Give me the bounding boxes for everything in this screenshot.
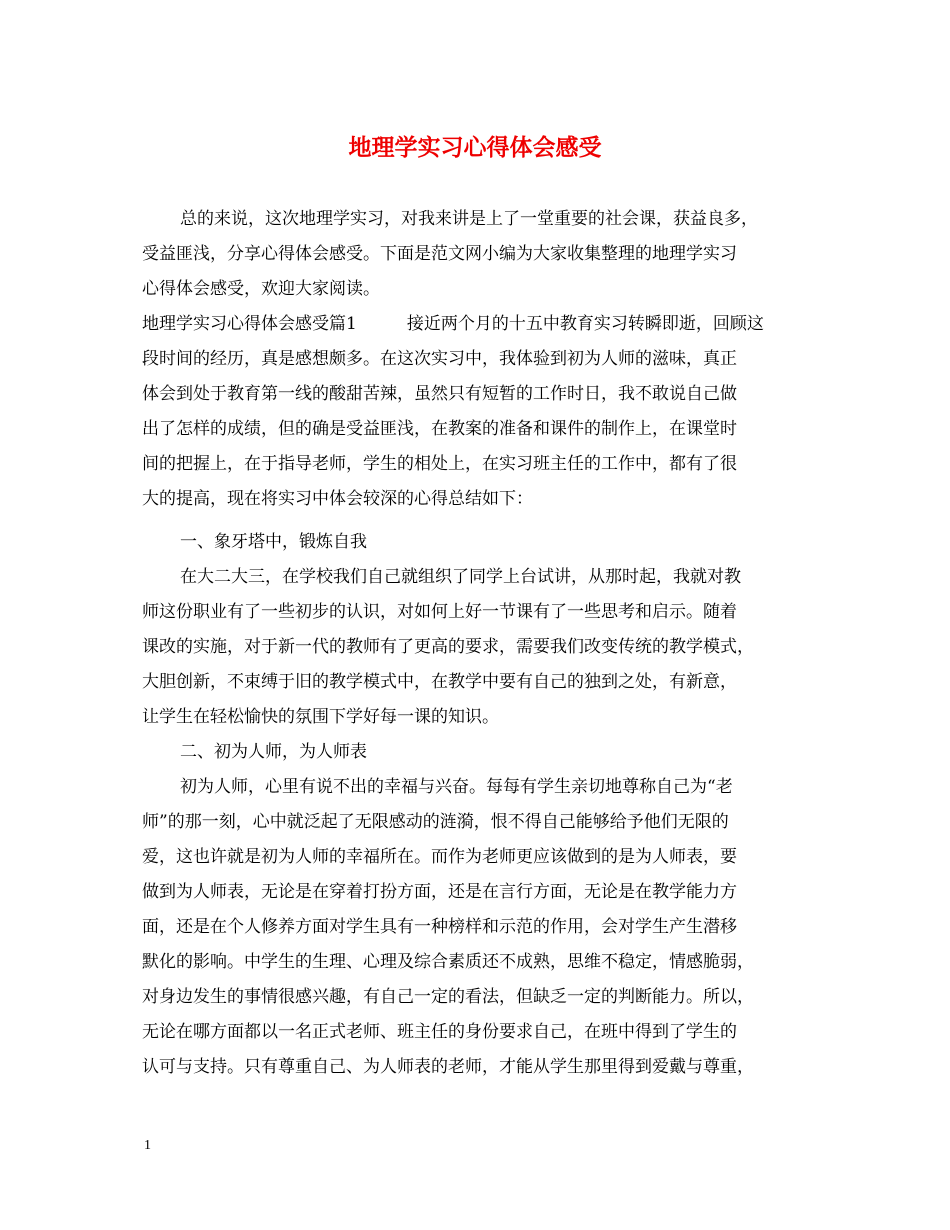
paragraph-line: 面，还是在个人修养方面对学生具有一种榜样和示范的作用，会对学生产生潜移 [142,917,737,937]
section-heading: 地理学实习心得体会感受篇1 [142,314,357,334]
paragraph-line: 总的来说，这次地理学实习，对我来讲是上了一堂重要的社会课，获益良多， [180,209,758,229]
paragraph-line: 出了怎样的成绩，但的确是受益匪浅，在教案的准备和课件的制作上，在课堂时 [142,419,737,439]
paragraph-line: 做到为人师表，无论是在穿着打扮方面，还是在言行方面，无论是在教学能力方 [142,882,737,902]
document-title: 地理学实习心得体会感受 [348,135,602,161]
paragraph-line: 爱，这也许就是初为人师的幸福所在。而作为老师更应该做到的是为人师表，要 [142,847,737,867]
paragraph-line: 师这份职业有了一些初步的认识，对如何上好一节课有了一些思考和启示。随着 [142,602,737,622]
paragraph-line: 大的提高，现在将实习中体会较深的心得总结如下： [142,489,533,509]
section-heading: 二、初为人师，为人师表 [180,742,367,762]
paragraph-line: 无论在哪方面都以一名正式老师、班主任的身份要求自己，在班中得到了学生的 [142,1022,737,1042]
paragraph-line: 受益匪浅，分享心得体会感受。下面是范文网小编为大家收集整理的地理学实习 [142,244,737,264]
paragraph-line: 对身边发生的事情很感兴趣，有自己一定的看法，但缺乏一定的判断能力。所以， [142,987,754,1007]
paragraph-line: 在大二大三，在学校我们自己就组织了同学上台试讲，从那时起，我就对教 [180,567,741,587]
paragraph-line: 课改的实施，对于新一代的教师有了更高的要求，需要我们改变传统的教学模式， [142,637,754,657]
paragraph-line: 大胆创新，不束缚于旧的教学模式中，在教学中要有自己的独到之处，有新意， [142,672,737,692]
paragraph-line: 初为人师，心里有说不出的幸福与兴奋。每每有学生亲切地尊称自己为“老 [180,777,733,797]
paragraph-line [142,313,764,335]
paragraph-line: 师”的那一刻，心中就泛起了无限感动的涟漪，恨不得自己能够给予他们无限的 [142,812,729,832]
paragraph-line: 心得体会感受，欢迎大家阅读。 [142,279,380,299]
paragraph-line: 段时间的经历，真是感想颇多。在这次实习中，我体验到初为人师的滋味，真正 [142,349,737,369]
paragraph-line: 让学生在轻松愉快的氛围下学好每一课的知识。 [142,707,499,727]
section-heading: 一、象牙塔中，锻炼自我 [180,532,367,552]
page-number: 1 [144,1138,151,1153]
paragraph-text: 接近两个月的十五中教育实习转瞬即逝，回顾这 [406,314,764,334]
paragraph-line: 间的把握上，在于指导老师，学生的相处上，在实习班主任的工作中，都有了很 [142,454,737,474]
paragraph-line: 体会到处于教育第一线的酸甜苦辣，虽然只有短暂的工作时日，我不敢说自己做 [142,384,737,404]
paragraph-line: 认可与支持。只有尊重自己、为人师表的老师，才能从学生那里得到爱戴与尊重， [142,1057,754,1077]
paragraph-line: 默化的影响。中学生的生理、心理及综合素质还不成熟，思维不稳定，情感脆弱， [142,952,754,972]
